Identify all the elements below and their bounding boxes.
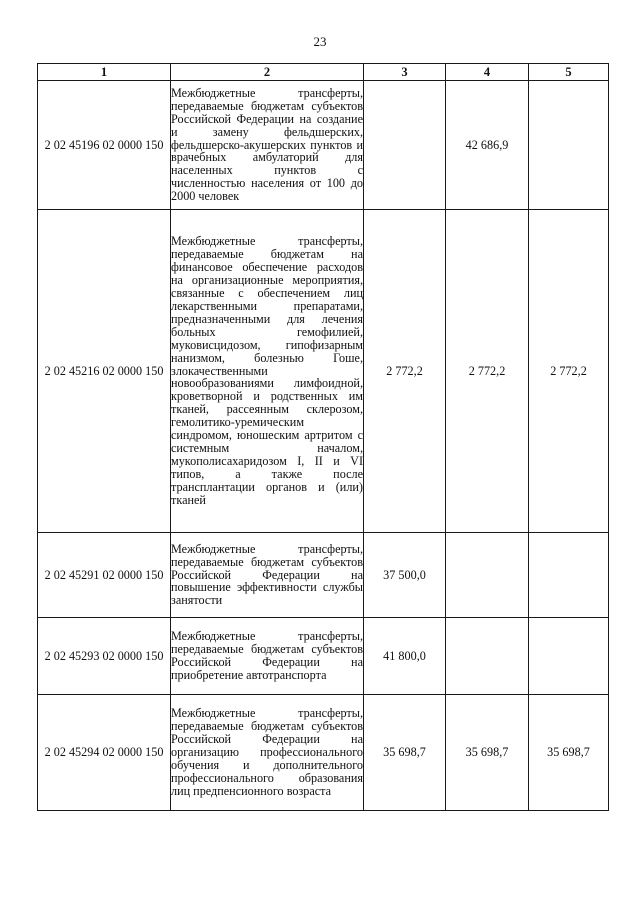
header-col-5: 5 [529,64,609,81]
amount-col-4: 42 686,9 [446,81,529,210]
page-number: 23 [313,34,327,49]
header-col-4: 4 [446,64,529,81]
transfer-description: Межбюджетные трансферты, передаваемые бюджетам на финансовое обеспечение расходов на организационные мероприятия, связанные с обеспечением лиц лекарственными препаратами, предназначенными для лечения больных гемофилией, муковисцидозом, гипофизарным нанизмом, болезнью Гоше, злокачественными новообразованиями лимфоидной, кроветворной и родственных им тканей, рассеянным склерозом, гемолитико-уремическим синдромом, юношеским артритом с системным началом, мукополисахаридозом I, II и VI типов, а также после трансплантации органов и (или) тканей [171,210,364,533]
amount-col-3: 2 772,2 [364,210,446,533]
budget-code: 2 02 45196 02 0000 150 [38,81,171,210]
amount-col-5: 35 698,7 [529,695,609,811]
amount-col-3: 41 800,0 [364,618,446,695]
amount-col-5 [529,618,609,695]
amount-col-4: 2 772,2 [446,210,529,533]
budget-code: 2 02 45294 02 0000 150 [38,695,171,811]
amount-col-5: 2 772,2 [529,210,609,533]
table-row [38,81,609,210]
table-row [38,695,609,811]
header-col-3: 3 [364,64,446,81]
amount-col-4 [446,533,529,618]
amount-col-5 [529,81,609,210]
amount-col-5 [529,533,609,618]
table-row [38,618,609,695]
amount-col-3 [364,81,446,210]
amount-col-4 [446,618,529,695]
budget-code: 2 02 45291 02 0000 150 [38,533,171,618]
table-row [38,533,609,618]
header-col-1: 1 [38,64,171,81]
table-header-row [38,64,609,81]
budget-code: 2 02 45293 02 0000 150 [38,618,171,695]
header-col-2: 2 [171,64,364,81]
amount-col-4: 35 698,7 [446,695,529,811]
transfer-description: Межбюджетные трансферты, передаваемые бюджетам субъектов Российской Федерации на повышение эффективности службы занятости [171,533,364,618]
amount-col-3: 37 500,0 [364,533,446,618]
amount-col-3: 35 698,7 [364,695,446,811]
transfer-description: Межбюджетные трансферты, передаваемые бюджетам субъектов Российской Федерации на приобретение автотранспорта [171,618,364,695]
budget-table [37,63,609,811]
table-row [38,210,609,533]
transfer-description: Межбюджетные трансферты, передаваемые бюджетам субъектов Российской Федерации на создание и замену фельдшерских, фельдшерско-акушерских пунктов и врачебных амбулаторий для населенных пунктов с численностью населения от 100 до 2000 человек [171,81,364,210]
budget-code: 2 02 45216 02 0000 150 [38,210,171,533]
transfer-description: Межбюджетные трансферты, передаваемые бюджетам субъектов Российской Федерации на организацию профессионального обучения и дополнительного профессионального образования лиц предпенсионного возраста [171,695,364,811]
